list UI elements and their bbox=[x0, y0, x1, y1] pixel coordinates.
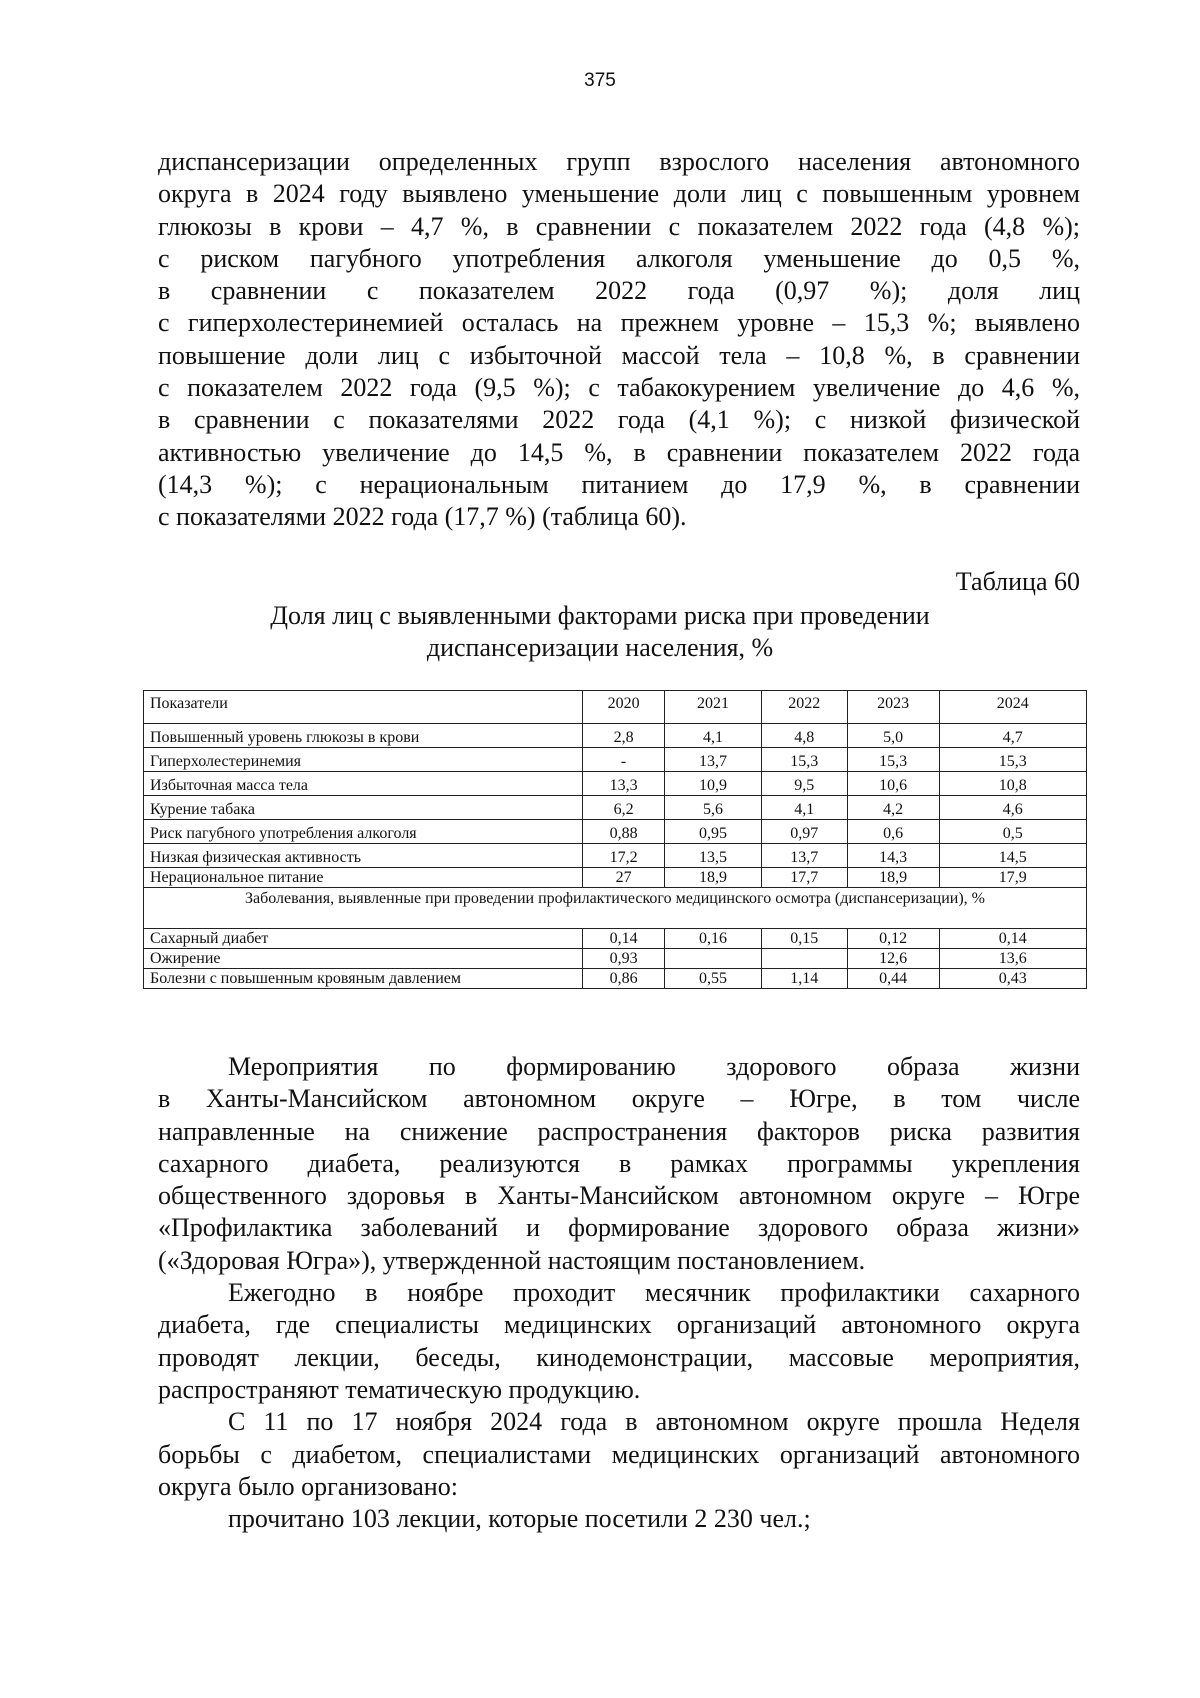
table-cell: 12,6 bbox=[847, 949, 939, 969]
text-line: с гиперхолестеринемией осталась на прежнем уровне – 15,3 %; выявлено bbox=[158, 308, 1080, 338]
text-line: борьбы с диабетом, специалистами медицинских организаций автономного bbox=[158, 1439, 1080, 1469]
table-cell: 10,8 bbox=[939, 772, 1086, 796]
table-cell: 9,5 bbox=[761, 772, 847, 796]
text-line: округа было организовано: bbox=[158, 1471, 458, 1501]
text-line: «Профилактика заболеваний и формирование здорового образа жизни» bbox=[158, 1213, 1080, 1243]
table-row bbox=[144, 724, 1087, 748]
text-line: с показателями 2022 года (17,7 %) (таблица 60). bbox=[158, 502, 687, 532]
table-cell: 0,12 bbox=[847, 929, 939, 949]
table-row bbox=[144, 929, 1087, 949]
section-title: Заболевания, выявленные при проведении профилактического медицинского осмотра (диспансеризации), % bbox=[144, 888, 1087, 929]
table-cell: 17,7 bbox=[761, 868, 847, 888]
text-line: диабета, где специалисты медицинских организаций автономного округа bbox=[158, 1310, 1080, 1340]
text-line: проводят лекции, беседы, кинодемонстрации, массовые мероприятия, bbox=[158, 1342, 1080, 1372]
table-cell: 18,9 bbox=[665, 868, 762, 888]
text-line: («Здоровая Югра»), утвержденной настоящим постановлением. bbox=[158, 1245, 866, 1275]
table-cell: 1,14 bbox=[761, 969, 847, 989]
table-cell: 4,1 bbox=[761, 796, 847, 820]
table-label: Таблица 60 bbox=[955, 567, 1080, 596]
table-cell: 10,9 bbox=[665, 772, 762, 796]
text-line: в сравнении с показателями 2022 года (4,1 %); с низкой физической bbox=[158, 405, 1080, 435]
table-title bbox=[0, 600, 1200, 664]
table-cell: 15,3 bbox=[761, 748, 847, 772]
text-line: в Ханты-Мансийском автономном округе – Югре, в том числе bbox=[158, 1084, 1080, 1114]
table-cell: Риск пагубного употребления алкоголя bbox=[144, 820, 583, 844]
text-line: повышение доли лиц с избыточной массой тела – 10,8 %, в сравнении bbox=[158, 340, 1080, 370]
table-cell: 15,3 bbox=[939, 748, 1086, 772]
text-line: округа в 2024 году выявлено уменьшение доли лиц с повышенным уровнем bbox=[158, 179, 1080, 209]
table-cell: 14,5 bbox=[939, 844, 1086, 868]
header-cell: 2023 bbox=[847, 691, 939, 724]
table-cell: 2,8 bbox=[583, 724, 665, 748]
page-number: 375 bbox=[584, 70, 616, 91]
table-row bbox=[144, 820, 1087, 844]
table-section-row bbox=[144, 888, 1087, 929]
table-cell: 13,7 bbox=[665, 748, 762, 772]
text-line: общественного здоровья в Ханты-Мансийском автономном округе – Югре bbox=[158, 1181, 1080, 1211]
table-cell: 13,5 bbox=[665, 844, 762, 868]
table-cell: 6,2 bbox=[583, 796, 665, 820]
table-cell: 4,1 bbox=[665, 724, 762, 748]
table-cell: 0,5 bbox=[939, 820, 1086, 844]
table-cell: 13,7 bbox=[761, 844, 847, 868]
table-row bbox=[144, 772, 1087, 796]
text-line: направленные на снижение распространения факторов риска развития bbox=[158, 1116, 1080, 1146]
table-cell: Избыточная масса тела bbox=[144, 772, 583, 796]
table-row bbox=[144, 796, 1087, 820]
table-header-row bbox=[144, 691, 1087, 724]
table-cell: 10,6 bbox=[847, 772, 939, 796]
table-cell: 0,14 bbox=[583, 929, 665, 949]
header-cell: 2021 bbox=[665, 691, 762, 724]
text-line: распространяют тематическую продукцию. bbox=[158, 1374, 641, 1404]
text-line: диспансеризации определенных групп взрослого населения автономного bbox=[158, 147, 1080, 176]
text-line: глюкозы в крови – 4,7 %, в сравнении с показателем 2022 года (4,8 %); bbox=[158, 211, 1080, 241]
table-cell: 0,16 bbox=[665, 929, 762, 949]
header-cell: 2020 bbox=[583, 691, 665, 724]
table-cell: 0,93 bbox=[583, 949, 665, 969]
intro-paragraph bbox=[158, 146, 1080, 534]
text-line: сахарного диабета, реализуются в рамках программы укрепления bbox=[158, 1148, 1080, 1178]
table-cell: Гиперхолестеринемия bbox=[144, 748, 583, 772]
text-line: (14,3 %); с нерациональным питанием до 17,9 %, в сравнении bbox=[158, 469, 1080, 499]
table-cell: 17,2 bbox=[583, 844, 665, 868]
table-cell: 0,86 bbox=[583, 969, 665, 989]
table-cell: 4,2 bbox=[847, 796, 939, 820]
text-line: активностью увеличение до 14,5 %, в сравнении показателем 2022 года bbox=[158, 437, 1080, 467]
header-cell: Показатели bbox=[144, 691, 583, 724]
table-cell: 0,43 bbox=[939, 969, 1086, 989]
table-row bbox=[144, 844, 1087, 868]
table-cell: 0,97 bbox=[761, 820, 847, 844]
table-cell: 27 bbox=[583, 868, 665, 888]
text-line: Мероприятия по формированию здорового образа жизни bbox=[228, 1052, 1080, 1081]
table-cell: 17,9 bbox=[939, 868, 1086, 888]
table-cell bbox=[761, 949, 847, 969]
table-cell: 15,3 bbox=[847, 748, 939, 772]
table-cell: 13,6 bbox=[939, 949, 1086, 969]
table-cell: 4,8 bbox=[761, 724, 847, 748]
table-cell: Сахарный диабет bbox=[144, 929, 583, 949]
table-cell: 0,14 bbox=[939, 929, 1086, 949]
table-cell: 0,15 bbox=[761, 929, 847, 949]
table-cell: 0,6 bbox=[847, 820, 939, 844]
text-line: с риском пагубного употребления алкоголя уменьшение до 0,5 %, bbox=[158, 243, 1080, 273]
text-line: прочитано 103 лекции, которые посетили 2 230 чел.; bbox=[228, 1504, 811, 1534]
header-cell: 2022 bbox=[761, 691, 847, 724]
table-cell: 0,88 bbox=[583, 820, 665, 844]
table-cell bbox=[665, 949, 762, 969]
table-cell: Ожирение bbox=[144, 949, 583, 969]
outro-paragraphs bbox=[158, 1051, 1080, 1535]
text-line: в сравнении с показателем 2022 года (0,97 %); доля лиц bbox=[158, 276, 1080, 306]
risk-factors-table bbox=[143, 690, 1087, 989]
table-cell: 4,7 bbox=[939, 724, 1086, 748]
table-cell: Нерациональное питание bbox=[144, 868, 583, 888]
table-title-line: Доля лиц с выявленными факторами риска при проведении bbox=[270, 601, 930, 630]
table-cell: Курение табака bbox=[144, 796, 583, 820]
table-title-line: диспансеризации населения, % bbox=[426, 633, 774, 662]
table-cell: 0,55 bbox=[665, 969, 762, 989]
table-cell: 0,44 bbox=[847, 969, 939, 989]
table-cell: - bbox=[583, 748, 665, 772]
table-row bbox=[144, 969, 1087, 989]
table-cell: 5,0 bbox=[847, 724, 939, 748]
table-cell: Болезни с повышенным кровяным давлением bbox=[144, 969, 583, 989]
header-cell: 2024 bbox=[939, 691, 1086, 724]
table-cell: 0,95 bbox=[665, 820, 762, 844]
table-cell: Повышенный уровень глюкозы в крови bbox=[144, 724, 583, 748]
table-row bbox=[144, 868, 1087, 888]
table-cell: 13,3 bbox=[583, 772, 665, 796]
table-cell: 18,9 bbox=[847, 868, 939, 888]
table-row bbox=[144, 949, 1087, 969]
table-cell: 5,6 bbox=[665, 796, 762, 820]
table-cell: Низкая физическая активность bbox=[144, 844, 583, 868]
table-cell: 4,6 bbox=[939, 796, 1086, 820]
text-line: с показателем 2022 года (9,5 %); с табакокурением увеличение до 4,6 %, bbox=[158, 373, 1080, 403]
table-cell: 14,3 bbox=[847, 844, 939, 868]
table-row bbox=[144, 748, 1087, 772]
text-line: Ежегодно в ноябре проходит месячник профилактики сахарного bbox=[228, 1278, 1080, 1308]
text-line: С 11 по 17 ноября 2024 года в автономном округе прошла Неделя bbox=[228, 1407, 1080, 1437]
